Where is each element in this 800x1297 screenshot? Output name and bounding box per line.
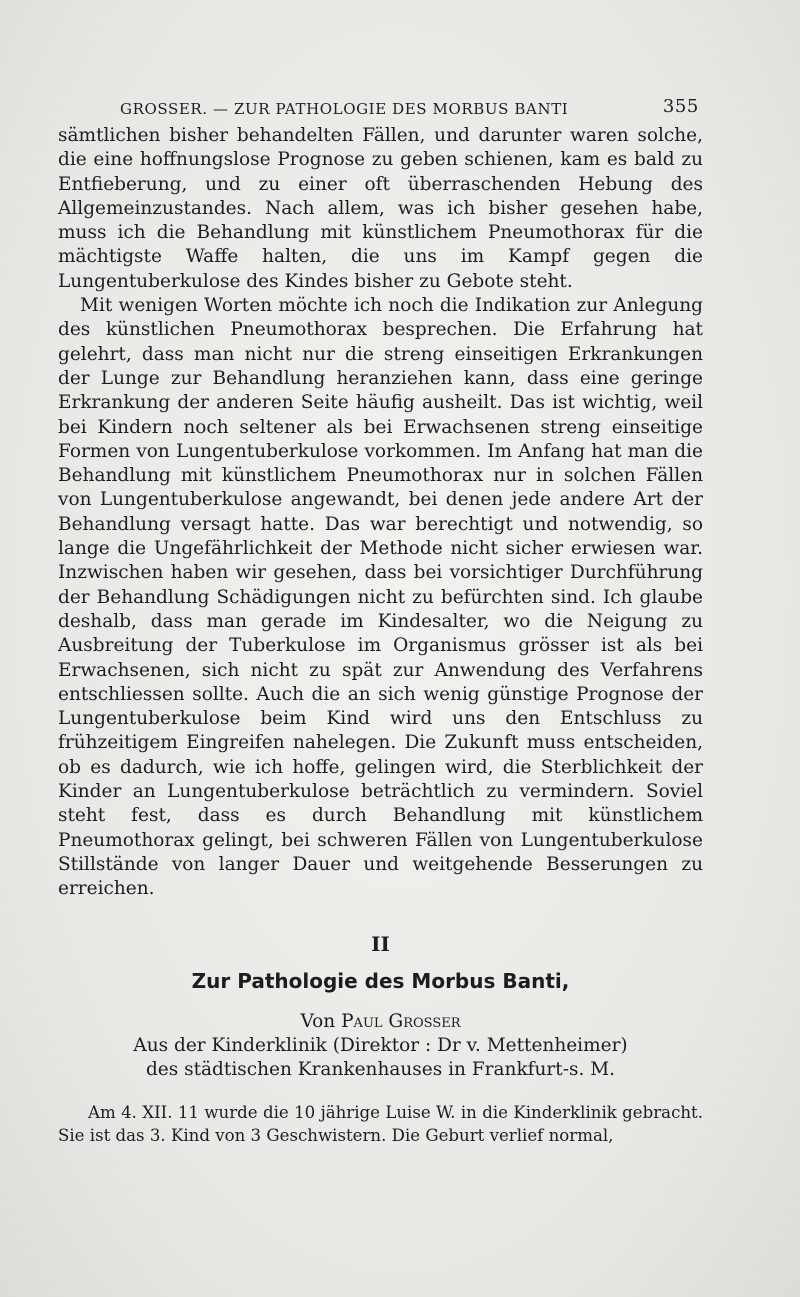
book-page — [58, 96, 703, 1148]
paragraph-indication: Mit wenigen Worten möchte ich noch die Indikation zur Anlegung des künstlichen Pneumothorax besprechen. Die Erfahrung hat gelehrt, dass man nicht nur die streng einseitigen Erkrankungen der Lunge zur Behandlung heranziehen kann, dass eine geringe Erkrankung der anderen Seite häufig ausheilt. Das ist wichtig, weil bei Kindern noch seltener als bei Erwachsenen streng einseitige Formen von Lungentuberkulose vorkommen. Im Anfang hat man die Behandlung mit künstlichem Pneumothorax nur in solchen Fällen von Lungentuberkulose angewandt, bei denen jede andere Art der Behandlung versagt hatte. Das war berechtigt und notwendig, so lange die Ungefährlichkeit der Methode nicht sicher erwiesen war. Inzwischen haben wir gesehen, dass bei vorsichtiger Durchführung der Behandlung Schädigungen nicht zu befürchten sind. Ich glaube deshalb, dass man gerade im Kindesalter, wo die Neigung zu Ausbreitung der Tuberkulose im Organismus grösser ist als bei Erwachsenen, sich nicht zu spät zur Anwendung des Verfahrens entschliessen sollte. Auch die an sich wenig günstige Prognose der Lungentuberkulose beim Kind wird uns den Entschluss zu frühzeitigem Eingreifen nahelegen. Die Zukunft muss entscheiden, ob es dadurch, wie ich hoffe, gelingen wird, die Sterblichkeit der Kinder an Lungentuberkulose beträchtlich zu vermindern. Soviel steht fest, dass es durch Behandlung mit künstlichem Pneumothorax gelingt, bei schweren Fällen von Lungentuberkulose Stillstände von langer Dauer und weitgehende Besserungen zu erreichen. — [58, 295, 703, 900]
running-head — [58, 96, 703, 124]
article-title: Zur Pathologie des Morbus Banti, — [191, 968, 570, 993]
case-text — [58, 1101, 703, 1148]
running-head-title: GROSSER. — ZUR PATHOLOGIE DES MORBUS BANTI — [120, 100, 569, 118]
byline — [58, 1010, 703, 1034]
body-text — [58, 124, 703, 902]
case-paragraph: Am 4. XII. 11 wurde die 10 jährige Luise W. in die Kinderklinik gebracht. Sie ist das 3. Kind von 3 Geschwistern. Die Geburt verlief normal, — [58, 1102, 703, 1145]
section-number: II — [371, 931, 390, 956]
paragraph-continuation: sämtlichen bisher behandelten Fällen, und darunter waren solche, die eine hoffnungslose Prognose zu geben schienen, kam es bald zu Entfieberung, und zu einer oft überraschenden Hebung des Allgemeinzustandes. Nach allem, was ich bisher gesehen habe, muss ich die Behandlung mit künstlichem Pneumothorax für die mächtigste Waffe halten, die uns im Kampf gegen die Lungentuberkulose des Kindes bisher zu Gebote steht. — [58, 125, 703, 292]
page-number: 355 — [662, 96, 699, 117]
author-name: Paul Grosser — [341, 1010, 461, 1032]
byline-prefix: Von — [300, 1010, 336, 1032]
affiliation-line-2: des städtischen Krankenhauses in Frankfurt-s. M. — [145, 1059, 616, 1080]
affiliation-line-1: Aus der Kinderklinik (Direktor : Dr v. Mettenheimer) — [133, 1034, 628, 1056]
